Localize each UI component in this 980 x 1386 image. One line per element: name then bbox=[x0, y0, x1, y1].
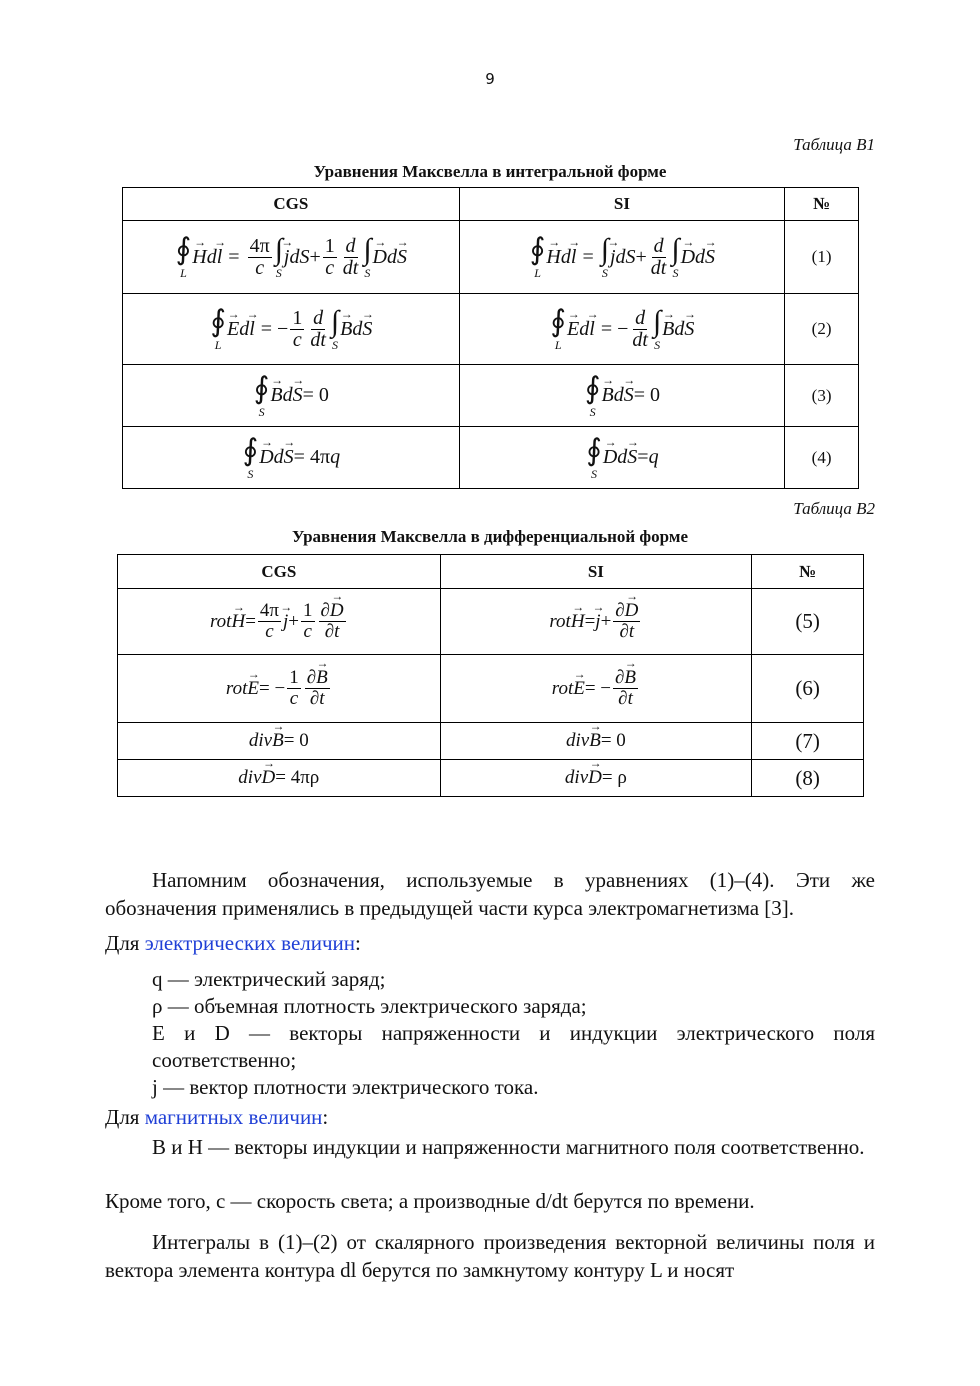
table2-caption: Таблица В2 bbox=[793, 499, 875, 518]
table1-title: Уравнения Максвелла в интегральной форме bbox=[313, 162, 667, 181]
eq4-cgs: ∮ S → D d → S = 4π q bbox=[123, 427, 460, 489]
eq7-si: div → B = 0 bbox=[440, 723, 752, 760]
table1 bbox=[122, 187, 859, 489]
eq3-si: ∮ S → B d → S = 0 bbox=[459, 365, 785, 427]
magnetic-quantities-link[interactable]: магнитных величин bbox=[144, 1105, 323, 1129]
item-charge: q — электрический заряд; bbox=[152, 967, 386, 991]
table1-header-cgs: CGS bbox=[123, 188, 460, 221]
table1-header-number: № bbox=[785, 188, 859, 221]
magnetic-intro-after: : bbox=[322, 1105, 329, 1129]
electric-intro-before: Для bbox=[105, 931, 145, 955]
eq6-si: rot → E = − $\frac{\partial\to B}{\partial t}$ bbox=[440, 655, 752, 723]
eq8-si: div → D = ρ bbox=[440, 760, 752, 797]
eq6-cgs: rot → E = − $\frac{1}{c}$ $\frac{\partial\to B}{\partial t}$ bbox=[118, 655, 441, 723]
eq1-si: ∮ L → H d → l = ∫ S → j dS + $\frac{d}{dt}$ ∫ S → D d → S bbox=[459, 221, 785, 294]
eq1-number: (1) bbox=[785, 221, 859, 294]
page-number: 9 bbox=[485, 70, 495, 88]
table2-header-cgs: CGS bbox=[118, 555, 441, 589]
eq2-number: (2) bbox=[785, 294, 859, 365]
table2 bbox=[117, 554, 864, 797]
eq6-number: (6) bbox=[752, 655, 864, 723]
electric-quantities-link[interactable]: электрических величин bbox=[144, 931, 356, 955]
item-electric-vectors: E и D — векторы напряженности и индукции электрического поля соответственно; bbox=[152, 1021, 875, 1072]
eq7-cgs: div → B = 0 bbox=[118, 723, 441, 760]
electric-intro-after: : bbox=[355, 931, 361, 955]
eq8-number: (8) bbox=[752, 760, 864, 797]
item-charge-density: ρ — объемная плотность электрического заряда; bbox=[152, 994, 587, 1018]
eq5-number: (5) bbox=[752, 589, 864, 655]
electric-quantities-heading bbox=[105, 929, 875, 957]
magnetic-quantities-heading bbox=[105, 1103, 875, 1131]
table1-caption: Таблица В1 bbox=[793, 135, 875, 154]
item-current-density: j — вектор плотности электрического тока. bbox=[152, 1075, 539, 1099]
eq5-cgs: rot → H = $\frac{4\pi}{c}$ → j + $\frac{1}{c}$ $\frac{\partial\to D}{\partial t}$ bbox=[118, 589, 441, 655]
eq2-cgs: ∮ L → E d → l = − $\frac{1}{c}$ $\frac{d}{dt}$ ∫ S → B d → S bbox=[123, 294, 460, 365]
table2-title: Уравнения Максвелла в дифференциальной форме bbox=[292, 527, 688, 546]
paragraph-notation-intro: Напомним обозначения, используемые в уравнениях (1)–(4). Эти же обозначения применялись в предыдущей части курса электромагнетизма [3]. bbox=[105, 868, 875, 920]
eq8-cgs: div → D = 4πρ bbox=[118, 760, 441, 797]
eq3-cgs: ∮ S → B d → S = 0 bbox=[123, 365, 460, 427]
paragraph-integrals: Интегралы в (1)–(2) от скалярного произведения векторной величины поля и вектора элемента контура dl берутся по замкнутому контуру L и носят bbox=[105, 1230, 875, 1282]
paragraph-speed-of-light: Кроме того, c — скорость света; а производные d/dt берутся по времени. bbox=[105, 1189, 755, 1213]
item-magnetic-vectors: B и H — векторы индукции и напряженности магнитного поля соответственно. bbox=[152, 1135, 865, 1159]
table2-header-number: № bbox=[752, 555, 864, 589]
eq5-si: rot → H = → j + $\frac{\partial\to D}{\partial t}$ bbox=[440, 589, 752, 655]
eq2-si: ∮ L → E d → l = − $\frac{d}{dt}$ ∫ S → B d → S bbox=[459, 294, 785, 365]
table1-header-si: SI bbox=[459, 188, 785, 221]
table2-header-si: SI bbox=[440, 555, 752, 589]
magnetic-intro-before: Для bbox=[105, 1105, 145, 1129]
eq1-cgs: ∮ L → H d → l = $\frac{4\pi}{c}$ ∫ S → j dS + $\frac{1}{c}$ $\frac{d}{dt}$ ∫ S → D d → S bbox=[123, 221, 460, 294]
eq3-number: (3) bbox=[785, 365, 859, 427]
eq4-number: (4) bbox=[785, 427, 859, 489]
eq4-si: ∮ S → D d → S = q bbox=[459, 427, 785, 489]
eq7-number: (7) bbox=[752, 723, 864, 760]
